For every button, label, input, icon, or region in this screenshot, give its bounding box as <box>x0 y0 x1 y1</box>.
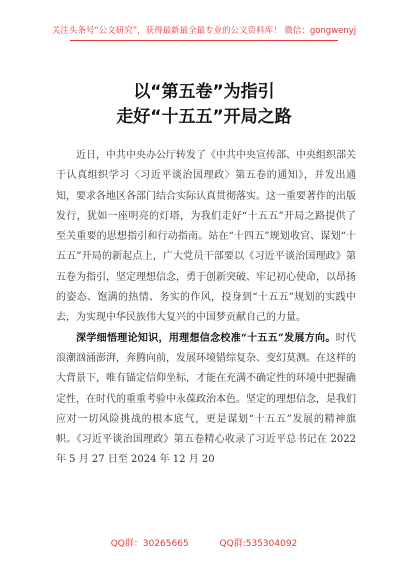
footer-qq-2: QQ群:535304092 <box>219 539 298 549</box>
paragraph-1: 近日，中共中央办公厅转发了《中共中央宣传部、中央组织部关于认真组织学习〈习近平谈治国理政〉第五卷的通知》，并发出通知，要求各地区各部门结合实际认真贯彻落实。这一重要著作的出版发行，犹如一座明亮的灯塔，为我们走好“十五五”开局之路提供了至关重要的思想指引和行动指南。站在“十四五”规划收官、谋划“十五五”开局的新起点上，广大党员干部要以《习近平谈治国理政》第五卷为指引，坚定理想信念，勇于创新突破、牢记初心使命，以昂扬的姿态、饱满的热情、务实的作风，投身到“十五五”规划的实践中去，为实现中华民族伟大复兴的中国梦贡献自己的力量。 <box>56 150 356 324</box>
header-divider <box>70 40 338 41</box>
title-line-2: 走好“十五五”开局之路 <box>116 107 292 127</box>
header-note: 关注头条号“公文研究”，获得最新最全最专业的公文资料库！ 微信：gongwenyj <box>51 26 357 36</box>
document-title <box>0 80 408 130</box>
document-body <box>56 146 356 471</box>
paragraph-2-text: 时代浪潮汹涌澎湃，奔腾向前，发展环境错综复杂、变幻莫测。在这样的大背景下，唯有锚定信仰坐标，才能在充满不确定性的环境中把握确定性，在时代的重重考验中永葆政治本色。坚定的理想信念，是我们应对一切风险挑战的根本底气，更是谋划“十五五”发展的精神旗帜。《习近平谈治国理政》第五卷精心收录了习近平总书记在 2022 年 5 月 27 日至 2024 年 12 月 20 <box>56 332 357 466</box>
title-line-1: 以“第五卷”为指引 <box>133 82 275 102</box>
footer <box>0 536 408 549</box>
paragraph-2 <box>56 329 356 471</box>
footer-qq-1: QQ群：30265665 <box>110 539 189 549</box>
paragraph-2-lead: 深学细悟理论知识，用理想信念校准“十五五”发展方向。 <box>76 332 336 344</box>
